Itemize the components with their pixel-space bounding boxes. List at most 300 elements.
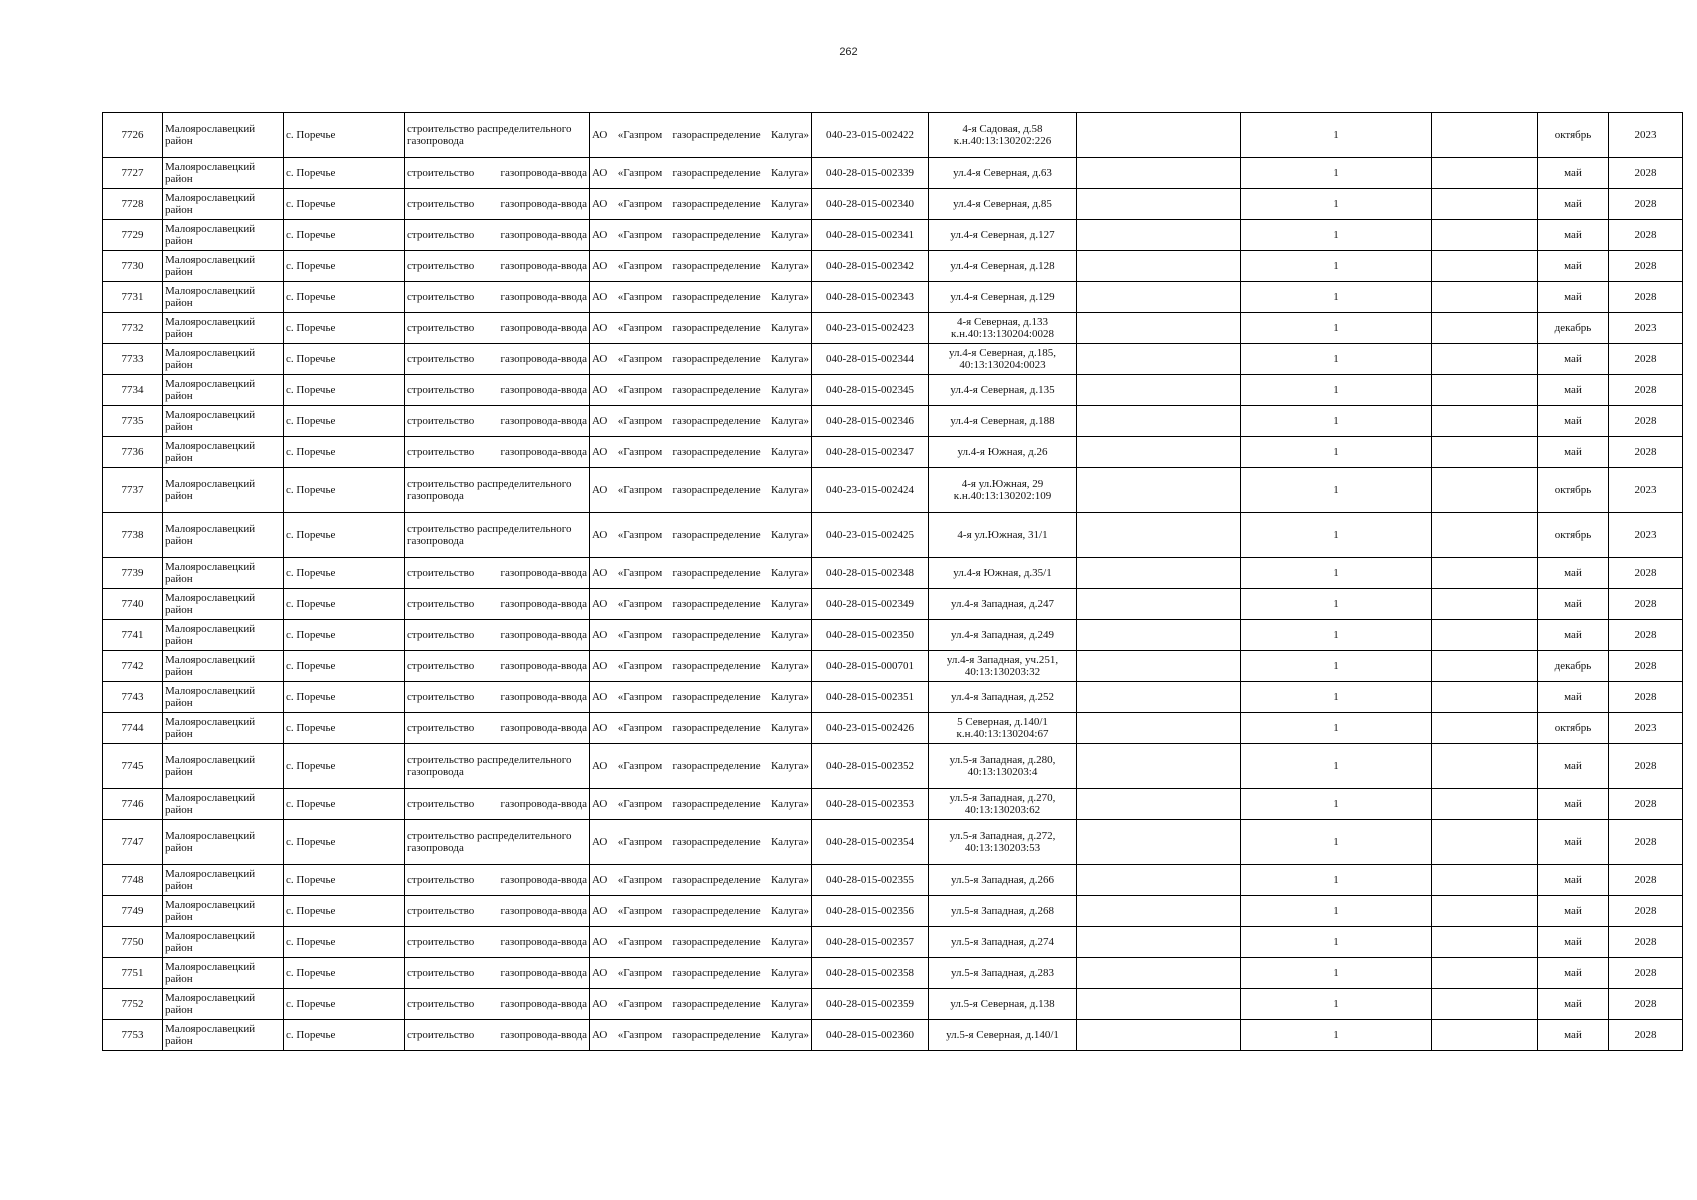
empty-cell <box>1077 189 1241 220</box>
work-type-cell: строительство газопровода-ввода <box>405 158 590 189</box>
empty-cell <box>1077 958 1241 989</box>
page-number: 262 <box>839 46 858 58</box>
year-cell: 2028 <box>1609 558 1683 589</box>
empty-cell <box>1077 989 1241 1020</box>
work-type-cell: строительство газопровода-ввода <box>405 189 590 220</box>
empty-cell <box>1077 865 1241 896</box>
year-cell: 2023 <box>1609 513 1683 558</box>
quantity-cell: 1 <box>1241 820 1432 865</box>
row-number: 7741 <box>103 620 163 651</box>
empty-cell <box>1432 620 1538 651</box>
object-code-cell: 040-28-015-002356 <box>812 896 929 927</box>
month-cell: май <box>1538 406 1609 437</box>
settlement-cell: с. Поречье <box>284 651 405 682</box>
object-code-cell: 040-28-015-000701 <box>812 651 929 682</box>
row-number: 7731 <box>103 282 163 313</box>
district-cell: Малоярославецкий район <box>163 713 284 744</box>
table-row <box>103 1020 1683 1051</box>
work-type-cell: строительство газопровода-ввода <box>405 220 590 251</box>
work-type-cell: строительство газопровода-ввода <box>405 682 590 713</box>
object-code-cell: 040-28-015-002343 <box>812 282 929 313</box>
organization-cell: АО «Газпром газораспределение Калуга» <box>590 958 812 989</box>
row-number: 7745 <box>103 744 163 789</box>
object-code-cell: 040-28-015-002354 <box>812 820 929 865</box>
address-cell: ул.5-я Западная, д.283 <box>929 958 1077 989</box>
address-cell: ул.4-я Северная, д.128 <box>929 251 1077 282</box>
settlement-cell: с. Поречье <box>284 220 405 251</box>
work-type-cell: строительство газопровода-ввода <box>405 313 590 344</box>
quantity-cell: 1 <box>1241 558 1432 589</box>
year-cell: 2028 <box>1609 651 1683 682</box>
district-cell: Малоярославецкий район <box>163 620 284 651</box>
row-number: 7740 <box>103 589 163 620</box>
district-cell: Малоярославецкий район <box>163 437 284 468</box>
month-cell: май <box>1538 789 1609 820</box>
settlement-cell: с. Поречье <box>284 589 405 620</box>
object-code-cell: 040-23-015-002422 <box>812 113 929 158</box>
district-cell: Малоярославецкий район <box>163 344 284 375</box>
row-number: 7730 <box>103 251 163 282</box>
empty-cell <box>1077 927 1241 958</box>
row-number: 7738 <box>103 513 163 558</box>
month-cell: октябрь <box>1538 713 1609 744</box>
object-code-cell: 040-28-015-002347 <box>812 437 929 468</box>
empty-cell <box>1077 744 1241 789</box>
empty-cell <box>1432 958 1538 989</box>
organization-cell: АО «Газпром газораспределение Калуга» <box>590 713 812 744</box>
row-number: 7727 <box>103 158 163 189</box>
work-type-cell: строительство газопровода-ввода <box>405 896 590 927</box>
month-cell: май <box>1538 958 1609 989</box>
table-row <box>103 820 1683 865</box>
settlement-cell: с. Поречье <box>284 1020 405 1051</box>
year-cell: 2028 <box>1609 927 1683 958</box>
row-number: 7728 <box>103 189 163 220</box>
quantity-cell: 1 <box>1241 927 1432 958</box>
empty-cell <box>1077 620 1241 651</box>
month-cell: май <box>1538 682 1609 713</box>
table-row <box>103 958 1683 989</box>
district-cell: Малоярославецкий район <box>163 589 284 620</box>
object-code-cell: 040-28-015-002341 <box>812 220 929 251</box>
year-cell: 2028 <box>1609 375 1683 406</box>
district-cell: Малоярославецкий район <box>163 958 284 989</box>
year-cell: 2028 <box>1609 220 1683 251</box>
month-cell: май <box>1538 896 1609 927</box>
organization-cell: АО «Газпром газораспределение Калуга» <box>590 437 812 468</box>
row-number: 7748 <box>103 865 163 896</box>
quantity-cell: 1 <box>1241 344 1432 375</box>
quantity-cell: 1 <box>1241 468 1432 513</box>
table-row <box>103 313 1683 344</box>
organization-cell: АО «Газпром газораспределение Калуга» <box>590 589 812 620</box>
work-type-cell: строительство газопровода-ввода <box>405 651 590 682</box>
district-cell: Малоярославецкий район <box>163 558 284 589</box>
district-cell: Малоярославецкий район <box>163 513 284 558</box>
work-type-cell: строительство газопровода-ввода <box>405 989 590 1020</box>
year-cell: 2028 <box>1609 189 1683 220</box>
address-cell: ул.4-я Западная, д.247 <box>929 589 1077 620</box>
address-cell: 4-я Садовая, д.58 к.н.40:13:130202:226 <box>929 113 1077 158</box>
quantity-cell: 1 <box>1241 713 1432 744</box>
empty-cell <box>1432 468 1538 513</box>
work-type-cell: строительство газопровода-ввода <box>405 789 590 820</box>
work-type-cell: строительство газопровода-ввода <box>405 344 590 375</box>
object-code-cell: 040-28-015-002358 <box>812 958 929 989</box>
empty-cell <box>1432 682 1538 713</box>
month-cell: май <box>1538 375 1609 406</box>
settlement-cell: с. Поречье <box>284 468 405 513</box>
organization-cell: АО «Газпром газораспределение Калуга» <box>590 558 812 589</box>
object-code-cell: 040-28-015-002355 <box>812 865 929 896</box>
empty-cell <box>1432 558 1538 589</box>
work-type-cell: строительство распределительного газопровода <box>405 468 590 513</box>
empty-cell <box>1432 896 1538 927</box>
table-row <box>103 375 1683 406</box>
settlement-cell: с. Поречье <box>284 513 405 558</box>
work-type-cell: строительство распределительного газопровода <box>405 744 590 789</box>
empty-cell <box>1077 113 1241 158</box>
year-cell: 2028 <box>1609 437 1683 468</box>
year-cell: 2028 <box>1609 251 1683 282</box>
table-row <box>103 865 1683 896</box>
empty-cell <box>1432 282 1538 313</box>
quantity-cell: 1 <box>1241 513 1432 558</box>
quantity-cell: 1 <box>1241 113 1432 158</box>
empty-cell <box>1077 589 1241 620</box>
settlement-cell: с. Поречье <box>284 789 405 820</box>
quantity-cell: 1 <box>1241 620 1432 651</box>
organization-cell: АО «Газпром газораспределение Калуга» <box>590 865 812 896</box>
object-code-cell: 040-28-015-002351 <box>812 682 929 713</box>
empty-cell <box>1077 437 1241 468</box>
empty-cell <box>1432 820 1538 865</box>
settlement-cell: с. Поречье <box>284 282 405 313</box>
month-cell: май <box>1538 865 1609 896</box>
settlement-cell: с. Поречье <box>284 744 405 789</box>
table-row <box>103 896 1683 927</box>
object-code-cell: 040-28-015-002346 <box>812 406 929 437</box>
district-cell: Малоярославецкий район <box>163 651 284 682</box>
object-code-cell: 040-28-015-002352 <box>812 744 929 789</box>
empty-cell <box>1077 896 1241 927</box>
work-type-cell: строительство распределительного газопровода <box>405 513 590 558</box>
row-number: 7742 <box>103 651 163 682</box>
year-cell: 2023 <box>1609 468 1683 513</box>
row-number: 7750 <box>103 927 163 958</box>
settlement-cell: с. Поречье <box>284 189 405 220</box>
object-code-cell: 040-28-015-002348 <box>812 558 929 589</box>
settlement-cell: с. Поречье <box>284 820 405 865</box>
table-row <box>103 344 1683 375</box>
table-body <box>103 113 1683 1051</box>
district-cell: Малоярославецкий район <box>163 468 284 513</box>
table-row <box>103 513 1683 558</box>
address-cell: 5 Северная, д.140/1 к.н.40:13:130204:67 <box>929 713 1077 744</box>
address-cell: ул.4-я Северная, д.63 <box>929 158 1077 189</box>
address-cell: ул.5-я Северная, д.138 <box>929 989 1077 1020</box>
organization-cell: АО «Газпром газораспределение Калуга» <box>590 620 812 651</box>
organization-cell: АО «Газпром газораспределение Калуга» <box>590 789 812 820</box>
empty-cell <box>1077 513 1241 558</box>
district-cell: Малоярославецкий район <box>163 744 284 789</box>
row-number: 7729 <box>103 220 163 251</box>
empty-cell <box>1432 313 1538 344</box>
object-code-cell: 040-23-015-002424 <box>812 468 929 513</box>
district-cell: Малоярославецкий район <box>163 896 284 927</box>
organization-cell: АО «Газпром газораспределение Калуга» <box>590 344 812 375</box>
work-type-cell: строительство газопровода-ввода <box>405 865 590 896</box>
district-cell: Малоярославецкий район <box>163 313 284 344</box>
organization-cell: АО «Газпром газораспределение Калуга» <box>590 220 812 251</box>
district-cell: Малоярославецкий район <box>163 189 284 220</box>
table-row <box>103 713 1683 744</box>
empty-cell <box>1077 158 1241 189</box>
month-cell: май <box>1538 558 1609 589</box>
month-cell: май <box>1538 820 1609 865</box>
address-cell: ул.5-я Западная, д.272, 40:13:130203:53 <box>929 820 1077 865</box>
quantity-cell: 1 <box>1241 437 1432 468</box>
settlement-cell: с. Поречье <box>284 958 405 989</box>
address-cell: ул.4-я Южная, д.35/1 <box>929 558 1077 589</box>
address-cell: ул.4-я Западная, д.252 <box>929 682 1077 713</box>
row-number: 7736 <box>103 437 163 468</box>
quantity-cell: 1 <box>1241 251 1432 282</box>
table-row <box>103 558 1683 589</box>
month-cell: октябрь <box>1538 513 1609 558</box>
work-type-cell: строительство газопровода-ввода <box>405 927 590 958</box>
empty-cell <box>1077 820 1241 865</box>
settlement-cell: с. Поречье <box>284 865 405 896</box>
organization-cell: АО «Газпром газораспределение Калуга» <box>590 313 812 344</box>
settlement-cell: с. Поречье <box>284 113 405 158</box>
object-code-cell: 040-28-015-002342 <box>812 251 929 282</box>
empty-cell <box>1077 375 1241 406</box>
empty-cell <box>1432 713 1538 744</box>
work-type-cell: строительство газопровода-ввода <box>405 713 590 744</box>
table-row <box>103 682 1683 713</box>
address-cell: ул.5-я Западная, д.270, 40:13:130203:62 <box>929 789 1077 820</box>
quantity-cell: 1 <box>1241 989 1432 1020</box>
district-cell: Малоярославецкий район <box>163 406 284 437</box>
settlement-cell: с. Поречье <box>284 927 405 958</box>
registry-table <box>102 112 1683 1051</box>
work-type-cell: строительство газопровода-ввода <box>405 620 590 651</box>
empty-cell <box>1077 344 1241 375</box>
district-cell: Малоярославецкий район <box>163 375 284 406</box>
address-cell: ул.4-я Южная, д.26 <box>929 437 1077 468</box>
address-cell: ул.4-я Северная, д.85 <box>929 189 1077 220</box>
address-cell: ул.5-я Западная, д.268 <box>929 896 1077 927</box>
quantity-cell: 1 <box>1241 313 1432 344</box>
empty-cell <box>1432 406 1538 437</box>
district-cell: Малоярославецкий район <box>163 789 284 820</box>
empty-cell <box>1432 220 1538 251</box>
object-code-cell: 040-28-015-002357 <box>812 927 929 958</box>
organization-cell: АО «Газпром газораспределение Калуга» <box>590 113 812 158</box>
settlement-cell: с. Поречье <box>284 251 405 282</box>
empty-cell <box>1077 406 1241 437</box>
organization-cell: АО «Газпром газораспределение Калуга» <box>590 375 812 406</box>
quantity-cell: 1 <box>1241 220 1432 251</box>
row-number: 7743 <box>103 682 163 713</box>
empty-cell <box>1077 313 1241 344</box>
month-cell: май <box>1538 927 1609 958</box>
object-code-cell: 040-28-015-002350 <box>812 620 929 651</box>
month-cell: май <box>1538 989 1609 1020</box>
district-cell: Малоярославецкий район <box>163 1020 284 1051</box>
table-row <box>103 589 1683 620</box>
row-number: 7735 <box>103 406 163 437</box>
object-code-cell: 040-23-015-002425 <box>812 513 929 558</box>
month-cell: май <box>1538 620 1609 651</box>
empty-cell <box>1432 744 1538 789</box>
object-code-cell: 040-28-015-002344 <box>812 344 929 375</box>
settlement-cell: с. Поречье <box>284 406 405 437</box>
organization-cell: АО «Газпром газораспределение Калуга» <box>590 513 812 558</box>
table-row <box>103 406 1683 437</box>
year-cell: 2028 <box>1609 620 1683 651</box>
month-cell: май <box>1538 437 1609 468</box>
settlement-cell: с. Поречье <box>284 682 405 713</box>
empty-cell <box>1077 282 1241 313</box>
quantity-cell: 1 <box>1241 406 1432 437</box>
settlement-cell: с. Поречье <box>284 344 405 375</box>
month-cell: май <box>1538 1020 1609 1051</box>
table-row <box>103 113 1683 158</box>
work-type-cell: строительство газопровода-ввода <box>405 437 590 468</box>
empty-cell <box>1432 375 1538 406</box>
address-cell: ул.4-я Западная, уч.251, 40:13:130203:32 <box>929 651 1077 682</box>
empty-cell <box>1432 113 1538 158</box>
work-type-cell: строительство газопровода-ввода <box>405 251 590 282</box>
work-type-cell: строительство распределительного газопровода <box>405 113 590 158</box>
month-cell: декабрь <box>1538 313 1609 344</box>
empty-cell <box>1432 344 1538 375</box>
empty-cell <box>1432 589 1538 620</box>
month-cell: май <box>1538 189 1609 220</box>
table-row <box>103 437 1683 468</box>
work-type-cell: строительство газопровода-ввода <box>405 1020 590 1051</box>
quantity-cell: 1 <box>1241 158 1432 189</box>
organization-cell: АО «Газпром газораспределение Калуга» <box>590 651 812 682</box>
address-cell: 4-я Северная, д.133 к.н.40:13:130204:0028 <box>929 313 1077 344</box>
month-cell: октябрь <box>1538 468 1609 513</box>
object-code-cell: 040-28-015-002345 <box>812 375 929 406</box>
table-row <box>103 789 1683 820</box>
work-type-cell: строительство газопровода-ввода <box>405 375 590 406</box>
empty-cell <box>1077 789 1241 820</box>
table-row <box>103 158 1683 189</box>
organization-cell: АО «Газпром газораспределение Калуга» <box>590 927 812 958</box>
quantity-cell: 1 <box>1241 589 1432 620</box>
settlement-cell: с. Поречье <box>284 558 405 589</box>
address-cell: ул.4-я Северная, д.188 <box>929 406 1077 437</box>
year-cell: 2028 <box>1609 589 1683 620</box>
district-cell: Малоярославецкий район <box>163 989 284 1020</box>
table-row <box>103 927 1683 958</box>
empty-cell <box>1432 251 1538 282</box>
settlement-cell: с. Поречье <box>284 375 405 406</box>
organization-cell: АО «Газпром газораспределение Калуга» <box>590 158 812 189</box>
month-cell: май <box>1538 282 1609 313</box>
row-number: 7753 <box>103 1020 163 1051</box>
empty-cell <box>1432 989 1538 1020</box>
quantity-cell: 1 <box>1241 865 1432 896</box>
empty-cell <box>1432 927 1538 958</box>
quantity-cell: 1 <box>1241 189 1432 220</box>
empty-cell <box>1432 437 1538 468</box>
settlement-cell: с. Поречье <box>284 620 405 651</box>
work-type-cell: строительство газопровода-ввода <box>405 558 590 589</box>
object-code-cell: 040-23-015-002426 <box>812 713 929 744</box>
work-type-cell: строительство газопровода-ввода <box>405 589 590 620</box>
empty-cell <box>1077 558 1241 589</box>
row-number: 7751 <box>103 958 163 989</box>
quantity-cell: 1 <box>1241 789 1432 820</box>
organization-cell: АО «Газпром газораспределение Калуга» <box>590 189 812 220</box>
settlement-cell: с. Поречье <box>284 989 405 1020</box>
district-cell: Малоярославецкий район <box>163 282 284 313</box>
quantity-cell: 1 <box>1241 896 1432 927</box>
object-code-cell: 040-28-015-002359 <box>812 989 929 1020</box>
district-cell: Малоярославецкий район <box>163 251 284 282</box>
organization-cell: АО «Газпром газораспределение Калуга» <box>590 282 812 313</box>
month-cell: май <box>1538 158 1609 189</box>
address-cell: ул.5-я Западная, д.280, 40:13:130203:4 <box>929 744 1077 789</box>
quantity-cell: 1 <box>1241 651 1432 682</box>
object-code-cell: 040-28-015-002353 <box>812 789 929 820</box>
year-cell: 2028 <box>1609 896 1683 927</box>
work-type-cell: строительство газопровода-ввода <box>405 958 590 989</box>
empty-cell <box>1077 251 1241 282</box>
year-cell: 2028 <box>1609 344 1683 375</box>
address-cell: ул.4-я Западная, д.249 <box>929 620 1077 651</box>
settlement-cell: с. Поречье <box>284 158 405 189</box>
month-cell: май <box>1538 251 1609 282</box>
empty-cell <box>1432 189 1538 220</box>
address-cell: ул.4-я Северная, д.129 <box>929 282 1077 313</box>
empty-cell <box>1432 158 1538 189</box>
empty-cell <box>1077 468 1241 513</box>
table-row <box>103 220 1683 251</box>
object-code-cell: 040-28-015-002360 <box>812 1020 929 1051</box>
district-cell: Малоярославецкий район <box>163 220 284 251</box>
quantity-cell: 1 <box>1241 744 1432 789</box>
district-cell: Малоярославецкий район <box>163 927 284 958</box>
year-cell: 2028 <box>1609 958 1683 989</box>
work-type-cell: строительство распределительного газопровода <box>405 820 590 865</box>
quantity-cell: 1 <box>1241 682 1432 713</box>
year-cell: 2028 <box>1609 865 1683 896</box>
year-cell: 2028 <box>1609 682 1683 713</box>
quantity-cell: 1 <box>1241 958 1432 989</box>
table-row <box>103 251 1683 282</box>
settlement-cell: с. Поречье <box>284 896 405 927</box>
year-cell: 2028 <box>1609 406 1683 437</box>
organization-cell: АО «Газпром газораспределение Калуга» <box>590 896 812 927</box>
organization-cell: АО «Газпром газораспределение Калуга» <box>590 251 812 282</box>
year-cell: 2023 <box>1609 713 1683 744</box>
table-row <box>103 744 1683 789</box>
table-row <box>103 189 1683 220</box>
month-cell: май <box>1538 220 1609 251</box>
row-number: 7732 <box>103 313 163 344</box>
year-cell: 2028 <box>1609 282 1683 313</box>
table-row <box>103 651 1683 682</box>
district-cell: Малоярославецкий район <box>163 682 284 713</box>
empty-cell <box>1077 651 1241 682</box>
